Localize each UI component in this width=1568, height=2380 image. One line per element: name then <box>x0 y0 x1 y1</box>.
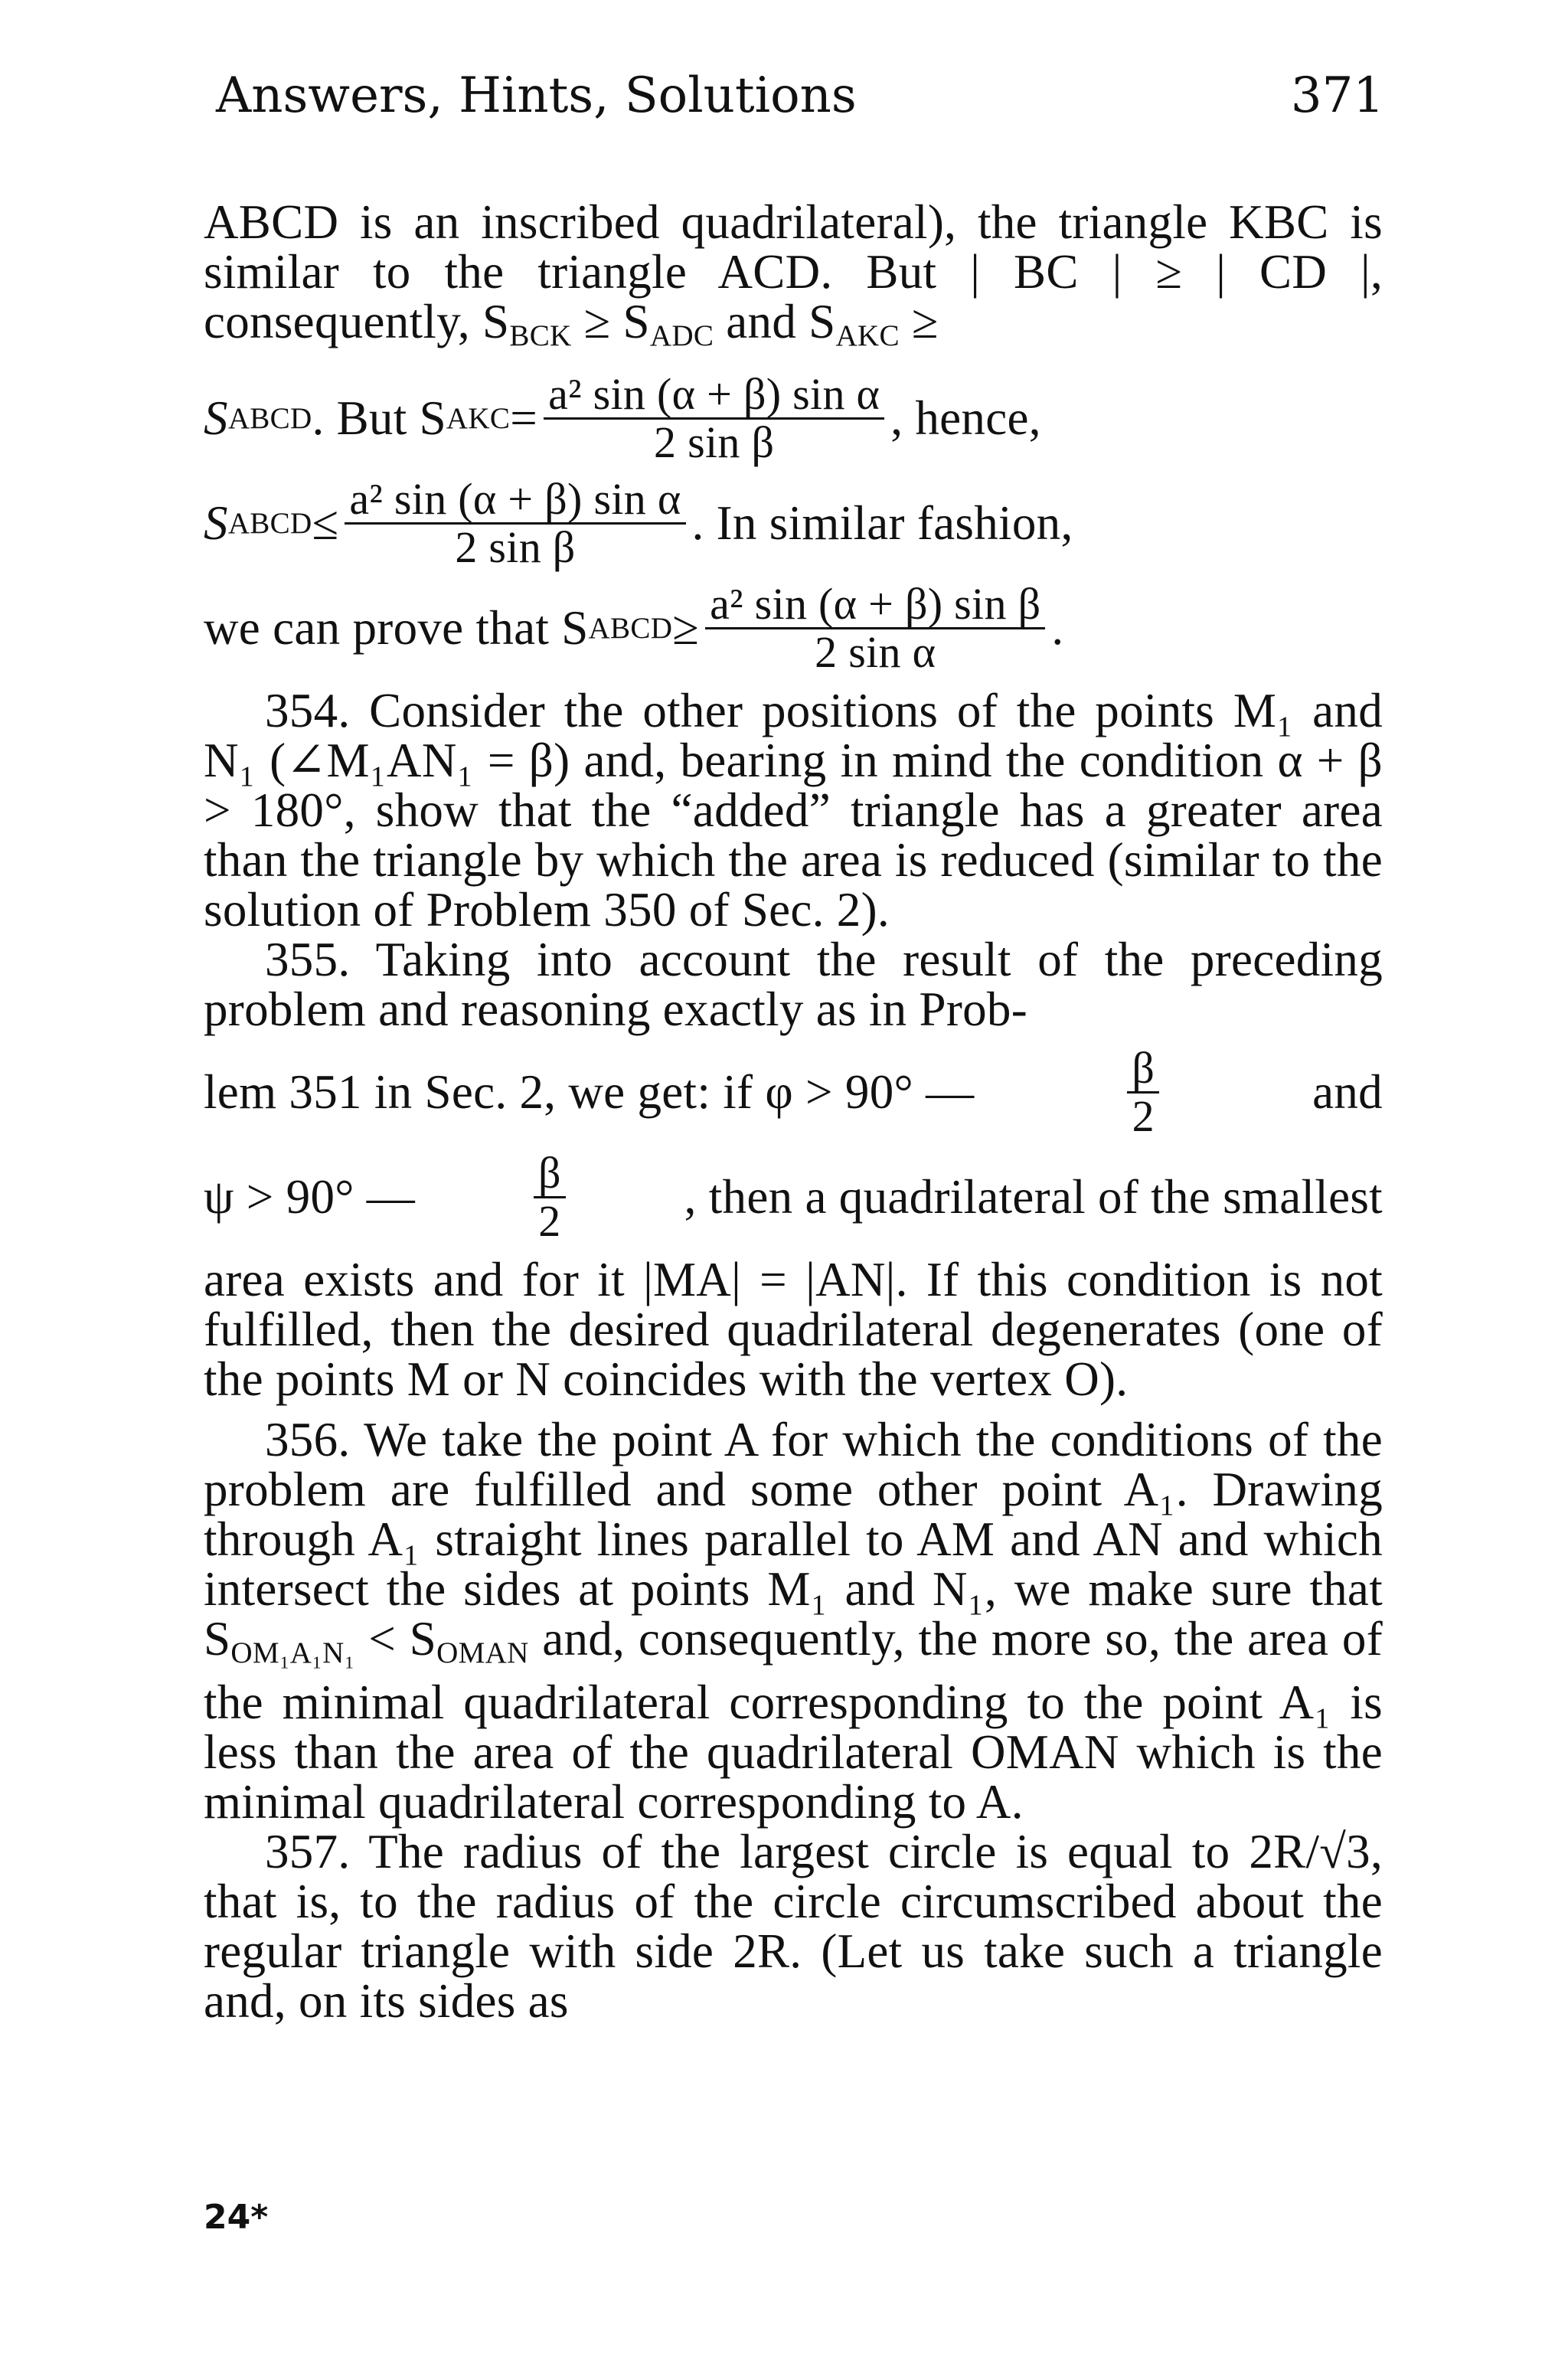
paragraph-355-start: 355. Taking into account the result of the preceding problem and reasoning exactly as in Prob- <box>204 932 1383 1036</box>
paragraph-353-end: ABCD is an inscribed quadrilateral), the triangle KBC is similar to the triangle ACD. But | BC | ≥ | CD |, consequently, $S_{BCK} \ge S_{ADC}$ and $S_{AKC}$ ≥ <box>204 195 1383 352</box>
equation-area-upper-bound: S ABCD ≤ $\frac{\text{a² sin (α + β) sin α}}{\text{2 sin β}}$ . In similar fashion, <box>204 473 1073 572</box>
paragraph-355-condition-psi: ψ > 90° — $\frac{\beta}{2}$ , then a quadrilateral of the smallest <box>204 1147 1383 1246</box>
running-header <box>0 67 1568 136</box>
paragraph-355-end: area exists and for it |MA| = |AN|. If this condition is not fulfilled, then the desired quadrilateral degenerates (one of the points M or N coincides with the vertex O). <box>204 1252 1383 1406</box>
paragraph-356: 356. We take the point A for which the conditions of the problem are fulfilled and some other point A₁. Drawing through A₁ straight lines parallel to AM and AN and which intersect the sides at points M₁ and N₁, we make sure that $S_{OM_1A_1N_1} < S_{OMAN}$ and, consequently, the more so, the area of the minimal quadrilateral corresponding to the point A₁ is less than the area of the quadrilateral OMAN which is the minimal quadrilateral corresponding to A. <box>204 1412 1383 1829</box>
paragraph-357: 357. The radius of the largest circle is equal to 2R/√3, that is, to the radius of the circle circumscribed about the regular triangle with side 2R. (Let us take such a triangle and, on its sides as <box>204 1824 1383 2028</box>
page-body <box>204 195 1383 2028</box>
fraction-3: $\frac{\text{a² sin (α + β) sin β}}{\text{2 sin α}}$ <box>705 581 1045 675</box>
page-number: 371 <box>1290 67 1384 124</box>
fraction-2: $\frac{\text{a² sin (α + β) sin α}}{\text{2 sin β}}$ <box>345 476 685 570</box>
paragraph-354: 354. Consider the other positions of the points M₁ and N₁ (∠M₁AN₁ = β) and, bearing in mind the condition α + β > 180°, show that the “added” triangle has a greater area than the triangle by which the area is reduced (similar to the solution of Problem 350 of Sec. 2). <box>204 683 1383 937</box>
running-title: Answers, Hints, Solutions <box>216 67 857 124</box>
fraction-1: $\frac{\text{a² sin (α + β) sin α}}{\text{2 sin β}}$ <box>544 371 884 466</box>
signature-mark: 24* <box>204 2198 269 2237</box>
fraction-beta-half-1: $\frac{\beta}{2}$ <box>1127 1045 1159 1139</box>
paragraph-355-condition-phi: lem 351 in Sec. 2, we get: if φ > 90° — $\frac{\beta}{2}$ and <box>204 1042 1383 1141</box>
equation-area-akc: S ABCD . But S AKC = $\frac{\text{a² sin (α + β) sin α}}{\text{2 sin β}}$ , hence, <box>204 368 1041 467</box>
fraction-beta-half-2: $\frac{\beta}{2}$ <box>534 1150 566 1244</box>
equation-area-lower-bound: we can prove that S ABCD ≥ $\frac{\text{a² sin (α + β) sin β}}{\text{2 sin α}}$ . <box>204 578 1064 677</box>
